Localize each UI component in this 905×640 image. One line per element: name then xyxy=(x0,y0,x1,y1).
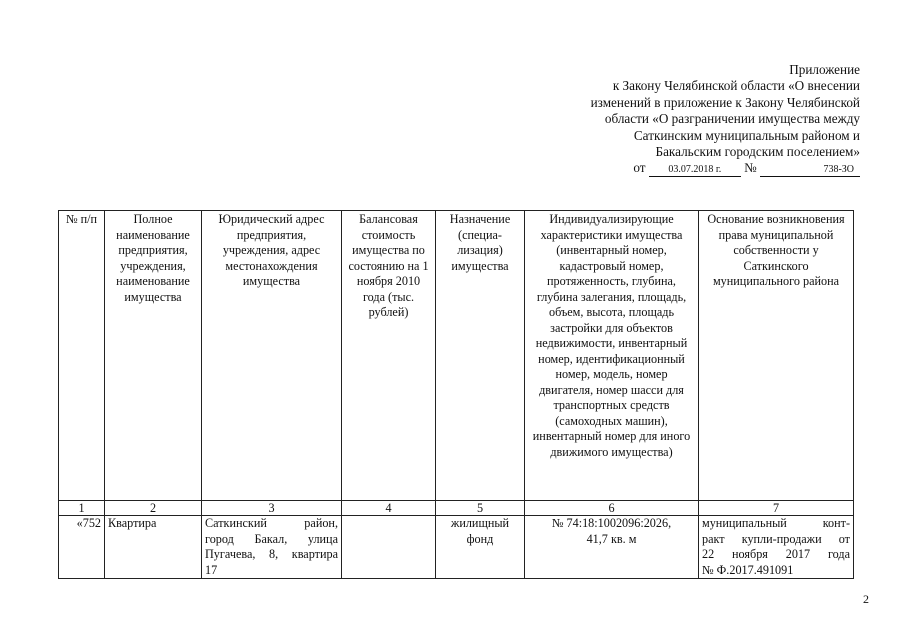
number-label: № xyxy=(744,160,757,175)
basis-line: 22 ноября 2017 года xyxy=(702,547,850,561)
purpose-line: жилищный xyxy=(450,516,510,530)
header-cell: Юридический адрес предприятия, учреждения, адрес местонахождения имущества xyxy=(202,211,342,501)
basis-line: ракт купли-продажи от xyxy=(702,531,850,546)
property-address xyxy=(202,516,342,579)
appendix-line: Саткинским муниципальным районом и xyxy=(633,127,860,143)
property-characteristics xyxy=(525,516,699,579)
header-cell: № п/п xyxy=(59,211,105,501)
law-signature-line xyxy=(530,160,860,177)
address-line: 17 xyxy=(205,562,218,577)
property-table xyxy=(58,210,854,579)
appendix-line: области «О разграничении имущества между xyxy=(604,111,860,127)
header-cell: Индивидуализирующие характеристики имущества (инвентарный номер, кадастровый номер, протяженность, глубина, глубина залегания, площадь, объем, высота, площадь застройки для объектов недвижимости, инвентарный номер, идентификационный номер, модель, номер двигателя, номер шасси для транспортных средств (самоходных машин), инвентарный номер для иного движимого имущества) xyxy=(525,211,699,501)
column-number: 3 xyxy=(202,501,342,516)
law-date: 03.07.2018 г. xyxy=(649,164,741,177)
header-cell: Основание возникновения права муниципальной собственности у Саткинского муниципального района xyxy=(699,211,854,501)
characteristics-line: 41,7 кв. м xyxy=(586,531,637,546)
appendix-line: изменений в приложение к Закону Челябинской xyxy=(590,94,860,110)
header-cell: Балансовая стоимость имущества по состоянию на 1 ноября 2010 года (тыс. рублей) xyxy=(342,211,436,501)
table-row xyxy=(59,516,854,579)
from-label: от xyxy=(633,160,646,175)
appendix-header xyxy=(530,62,860,160)
column-number: 1 xyxy=(59,501,105,516)
address-line: Пугачева, 8, квартира xyxy=(205,547,338,561)
row-number: «752 xyxy=(59,516,105,579)
header-cell: Назначение (специа-лизация) имущества xyxy=(436,211,525,501)
header-cell: Полное наименование предприятия, учреждения, наименование имущества xyxy=(105,211,202,501)
column-number: 2 xyxy=(105,501,202,516)
law-number: 738-ЗО xyxy=(760,164,860,177)
page-number: 2 xyxy=(863,592,869,606)
address-line: город Бакал, улица xyxy=(205,531,338,546)
appendix-line: к Закону Челябинской области «О внесении xyxy=(612,78,860,94)
ownership-basis xyxy=(699,516,854,579)
address-line: Саткинский район, xyxy=(205,516,338,530)
basis-line: муниципальный конт- xyxy=(702,516,850,530)
appendix-line: Бакальским городским поселением» xyxy=(655,144,860,160)
appendix-line: Приложение xyxy=(789,62,860,77)
column-number: 7 xyxy=(699,501,854,516)
purpose-line: фонд xyxy=(466,531,494,546)
table-header-row xyxy=(59,211,854,501)
characteristics-line: № 74:18:1002096:2026, xyxy=(551,516,672,530)
balance-value xyxy=(342,516,436,579)
column-number: 5 xyxy=(436,501,525,516)
basis-line: № Ф.2017.491091 xyxy=(702,562,794,577)
column-number: 4 xyxy=(342,501,436,516)
column-number: 6 xyxy=(525,501,699,516)
property-name: Квартира xyxy=(105,516,202,579)
column-number-row xyxy=(59,501,854,516)
property-purpose xyxy=(436,516,525,579)
